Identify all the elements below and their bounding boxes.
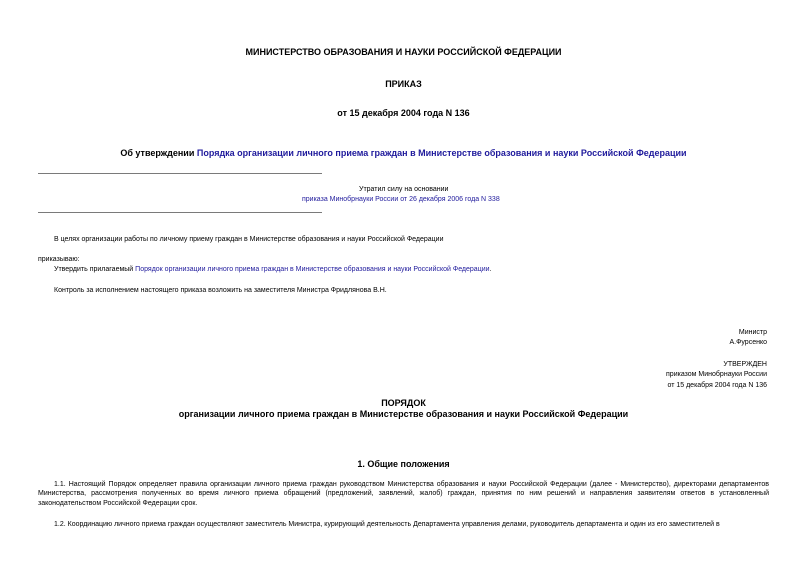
paragraph-1-2: 1.2. Координацию личного приема граждан осуществляют заместитель Министра, курирующий деятельность Департамента управления делами, руководитель департамента и один из его заместителей в [54,521,720,528]
status-note-link[interactable]: приказа Минобрнауки России от 26 декабря 2006 года N 338 [302,196,500,203]
procedure-title: ПОРЯДОК [381,398,426,408]
signature-block [729,328,767,349]
divider-bottom [38,212,322,213]
approval-line-1: УТВЕРЖДЕН [723,361,767,368]
doc-date-heading: от 15 декабря 2004 года N 136 [337,108,470,118]
ministry-heading: МИНИСТЕРСТВО ОБРАЗОВАНИЯ И НАУКИ РОССИЙСКОЙ ФЕДЕРАЦИИ [245,47,562,57]
doc-title-link[interactable]: Порядка организации личного приема граждан в Министерстве образования и науки Российской Федерации [196,148,687,158]
order-item-1 [54,266,491,273]
procedure-subtitle: организации личного приема граждан в Министерстве образования и науки Российской Федерации [178,409,629,419]
order-item-2: Контроль за исполнением настоящего приказа возложить на заместителя Министра Фридлянова В.Н. [54,287,387,294]
doc-title [0,148,807,158]
order-item-1-suffix: . [489,266,492,273]
divider-top [38,173,322,174]
signature-name: А.Фурсенко [729,339,767,347]
approval-block [666,360,767,391]
order-word: приказываю: [38,256,80,263]
preamble-text: В целях организации работы по личному приему граждан в Министерстве образования и науки Российской Федерации [54,236,444,243]
order-item-1-link[interactable]: Порядок организации личного приема граждан в Министерстве образования и науки Российской Федерации [135,266,490,273]
doc-type-heading: ПРИКАЗ [385,79,422,89]
paragraph-1-1: 1.1. Настоящий Порядок определяет правила организации личного приема граждан руководством Министерства образования и науки Российской Федерации (далее - Министерство), директорами департаментов Министерства, рассмотрения полученных во время личного приема обращений (предложений, заявлений, жалоб) граждан, принятия по ним решений и направления заявителям ответов в установленный законодательством Российской Федерации срок. [38,481,769,507]
signature-position: Министр [738,329,767,336]
doc-title-prefix: Об утверждении [120,148,197,158]
order-item-1-prefix: Утвердить прилагаемый [54,266,136,273]
section-1-title: 1. Общие положения [357,459,450,469]
approval-line-3: от 15 декабря 2004 года N 136 [667,381,767,389]
approval-line-2: приказом Минобрнауки России [666,371,767,379]
status-note-line1: Утратил силу на основании [359,186,449,193]
